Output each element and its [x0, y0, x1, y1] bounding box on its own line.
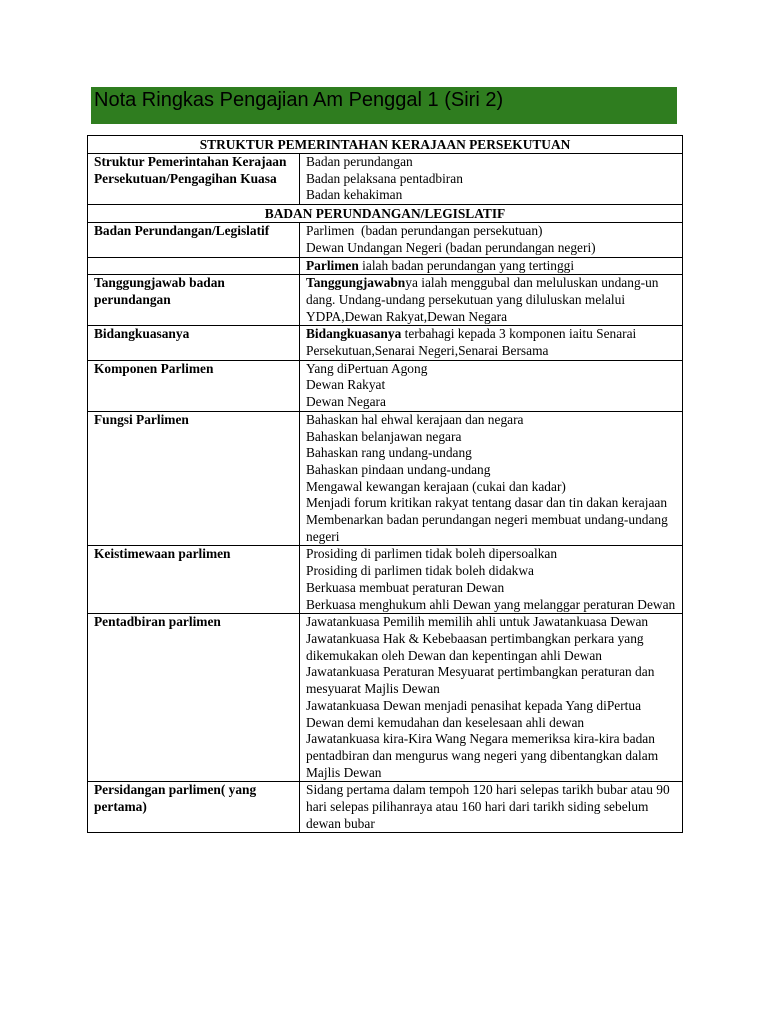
content-line: Dewan Undangan Negeri (badan perundangan negeri)	[306, 239, 596, 255]
row-label: Bidangkuasanya	[88, 326, 300, 360]
row-content	[300, 546, 683, 614]
content-line: Parlimen (badan perundangan persekutuan)	[306, 223, 543, 239]
section-header-row	[88, 205, 683, 223]
page-title: Nota Ringkas Pengajian Am Penggal 1 (Siri 2)	[94, 89, 504, 111]
row-label: Struktur Pemerintahan Kerajaan Persekutuan/Pengagihan Kuasa	[88, 154, 300, 205]
content-line: Sidang pertama dalam tempoh 120 hari selepas tarikh bubar atau 90 hari selepas pilihanraya atau 160 hari dari tarikh siding sebelum dewan bubar	[306, 782, 674, 831]
table-row	[88, 411, 683, 546]
content-line: Bahaskan belanjawan negara	[306, 428, 462, 444]
row-label: Pentadbiran parlimen	[88, 614, 300, 782]
table-row	[88, 546, 683, 614]
row-content	[300, 154, 683, 205]
content-line: Dewan Rakyat	[306, 377, 386, 393]
row-label: Fungsi Parlimen	[88, 411, 300, 546]
table-row	[88, 614, 683, 782]
row-content	[300, 614, 683, 782]
content-text: ialah badan perundangan yang tertinggi	[358, 257, 575, 273]
row-content	[300, 411, 683, 546]
content-text: ya ialah menggubal dan meluluskan undang-un dang. Undang-undang persekutuan yang diluluskan melalui YDPA,Dewan Rakyat,Dewan Negara	[306, 275, 659, 324]
content-line: Berkuasa menghukum ahli Dewan yang melanggar peraturan Dewan	[306, 596, 676, 612]
content-line: Jawatankuasa kira-Kira Wang Negara memeriksa kira-kira badan pentadbiran dan mengurus wang negeri yang dibentangkan dalam Majlis Dewan	[306, 731, 662, 780]
table-row	[88, 782, 683, 833]
content-text: terbahagi kepada 3 komponen iaitu Senarai Persekutuan,Senarai Negeri,Senarai Bersama	[306, 326, 637, 359]
table-row	[88, 154, 683, 205]
content-line: Badan pelaksana pentadbiran	[306, 170, 463, 186]
content-line: Bahaskan pindaan undang-undang	[306, 461, 491, 477]
content-line: Menjadi forum kritikan rakyat tentang dasar dan tin dakan kerajaan	[306, 495, 668, 511]
content-line: Yang diPertuan Agong	[306, 360, 428, 376]
content-line: Jawatankuasa Hak & Kebebaasan pertimbangkan perkara yang dikemukakan oleh Dewan dan kepentingan ahli Dewan	[306, 630, 647, 663]
section-header: STRUKTUR PEMERINTAHAN KERAJAAN PERSEKUTUAN	[88, 136, 683, 154]
title-bar	[91, 87, 677, 124]
row-label	[88, 257, 300, 275]
content-line: Prosiding di parlimen tidak boleh didakwa	[306, 563, 534, 579]
row-label: Persidangan parlimen( yang pertama)	[88, 782, 300, 833]
content-line: Berkuasa membuat peraturan Dewan	[306, 579, 505, 595]
content-line: Bahaskan hal ehwal kerajaan dan negara	[306, 411, 524, 427]
row-content	[300, 275, 683, 326]
bold-term: Tanggungjawabn	[306, 275, 406, 291]
section-header-row	[88, 136, 683, 154]
row-content	[300, 223, 683, 257]
row-label: Komponen Parlimen	[88, 360, 300, 411]
content-line: Mengawal kewangan kerajaan (cukai dan kadar)	[306, 478, 566, 494]
row-label: Tanggungjawab badan perundangan	[88, 275, 300, 326]
content-line: Badan kehakiman	[306, 187, 403, 203]
content-line: Badan perundangan	[306, 154, 413, 169]
table-row	[88, 275, 683, 326]
bold-term: Bidangkuasanya	[306, 326, 402, 342]
table-row	[88, 326, 683, 360]
table-row	[88, 223, 683, 257]
content-line: Jawatankuasa Pemilih memilih ahli untuk Jawatankuasa Dewan	[306, 614, 649, 630]
content-line: Jawatankuasa Peraturan Mesyuarat pertimbangkan peraturan dan mesyuarat Majlis Dewan	[306, 664, 658, 697]
content-line: Jawatankuasa Dewan menjadi penasihat kepada Yang diPertua Dewan demi kemudahan dan keselesaan ahli dewan	[306, 697, 645, 730]
section-header: BADAN PERUNDANGAN/LEGISLATIF	[88, 205, 683, 223]
table-row	[88, 257, 683, 275]
bold-term: Parlimen	[306, 257, 359, 273]
row-content	[300, 782, 683, 833]
row-label: Keistimewaan parlimen	[88, 546, 300, 614]
row-content	[300, 326, 683, 360]
content-line: Prosiding di parlimen tidak boleh dipersoalkan	[306, 546, 558, 562]
content-line: Membenarkan badan perundangan negeri membuat undang-undang negeri	[306, 512, 672, 544]
table-row	[88, 360, 683, 411]
notes-table	[87, 135, 683, 833]
row-content	[300, 257, 683, 275]
content-line: Dewan Negara	[306, 394, 386, 410]
row-content	[300, 360, 683, 411]
row-label: Badan Perundangan/Legislatif	[88, 223, 300, 257]
content-line: Bahaskan rang undang-undang	[306, 445, 472, 461]
